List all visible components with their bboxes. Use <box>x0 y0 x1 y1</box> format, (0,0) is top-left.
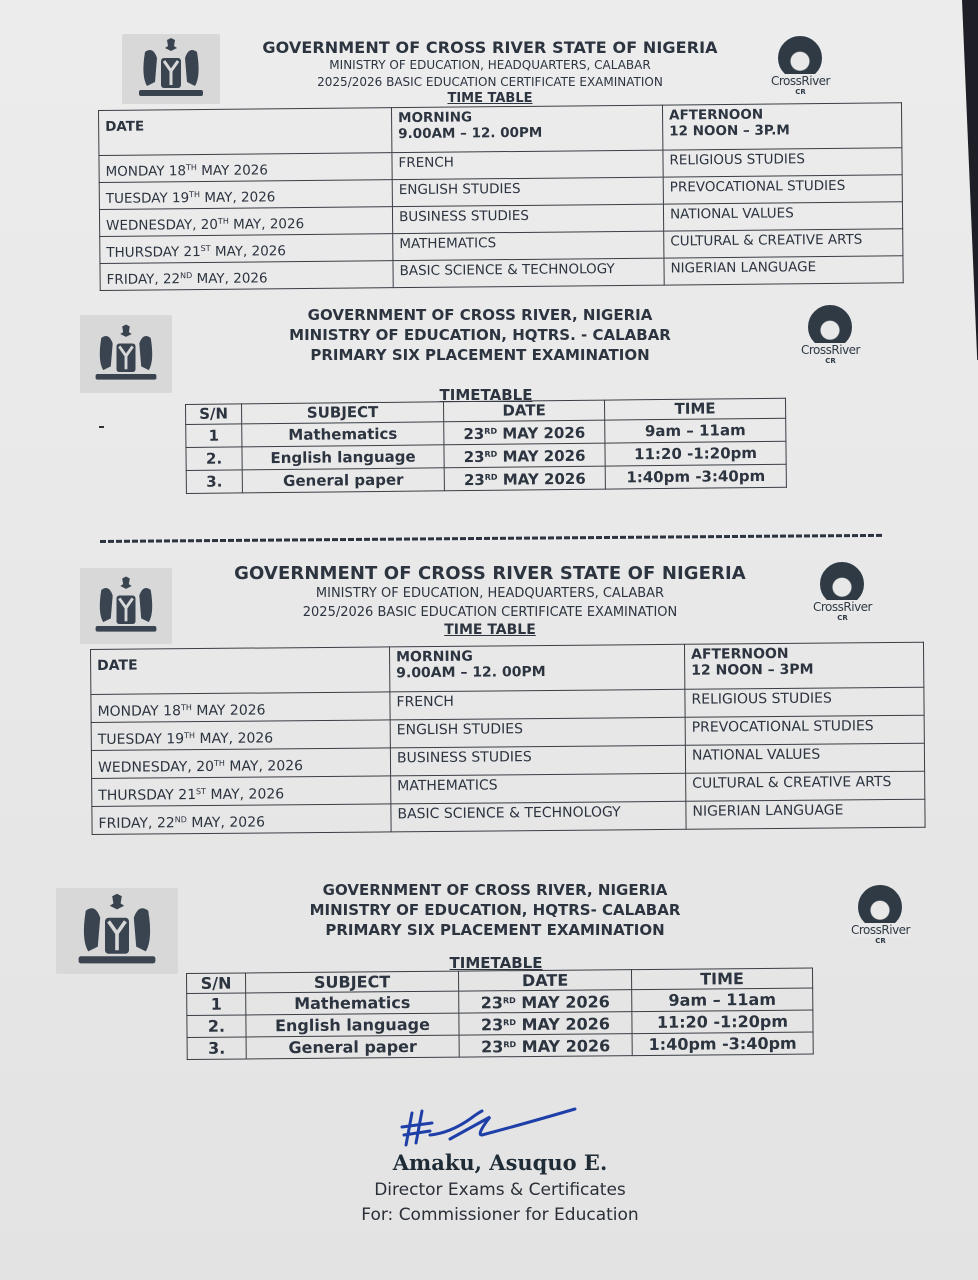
table-row: 3. General paper 23RD MAY 2026 1:40pm -3:40pm <box>187 1032 813 1059</box>
coat-of-arms-icon <box>80 315 172 393</box>
table-row: 2. English language 23RD MAY 2026 11:20 -1:20pm <box>187 1010 813 1037</box>
primary-six-header <box>255 880 735 940</box>
header-ministry: MINISTRY OF EDUCATION, HQTRS. - CALABAR <box>289 326 671 344</box>
cross-river-logo: CrossRiver CR <box>800 305 861 365</box>
morning-cell: ENGLISH STUDIES <box>392 177 663 207</box>
table-title: TIMETABLE <box>449 954 543 972</box>
table-row: 1 Mathematics 23RD MAY 2026 9am – 11am <box>186 418 786 447</box>
primary-six-header <box>240 305 720 365</box>
cross-river-logo: CrossRiver CR <box>812 562 873 622</box>
table-header-row <box>99 103 902 156</box>
stray-mark <box>99 426 104 428</box>
morning-cell: MATHEMATICS <box>393 231 664 261</box>
header-title: GOVERNMENT OF CROSS RIVER, NIGERIA <box>307 306 653 324</box>
signatory-on-behalf: For: Commissioner for Education <box>361 1205 639 1225</box>
bece-timetable-1 <box>98 102 904 291</box>
afternoon-cell: PREVOCATIONAL STUDIES <box>663 175 902 204</box>
table-row: FRIDAY, 22ND MAY, 2026 BASIC SCIENCE & TECHNOLOGY NIGERIAN LANGUAGE <box>92 799 925 834</box>
signatory-title: Director Exams & Certificates <box>374 1180 626 1200</box>
afternoon-cell: NIGERIAN LANGUAGE <box>664 256 903 285</box>
signature-icon <box>400 1105 580 1150</box>
table-title: TIMETABLE <box>439 386 533 404</box>
date-cell: TUESDAY 19TH MAY, 2026 <box>99 180 392 210</box>
table-row: 3. General paper 23RD MAY 2026 1:40pm -3:40pm <box>186 464 786 493</box>
header-title: GOVERNMENT OF CROSS RIVER STATE OF NIGERIA <box>262 38 718 57</box>
date-cell: THURSDAY 21ST MAY, 2026 <box>100 234 393 264</box>
cross-river-logo: CrossRiver CR <box>850 885 911 945</box>
bece-header <box>210 563 770 638</box>
header-exam: PRIMARY SIX PLACEMENT EXAMINATION <box>310 346 650 364</box>
primary-six-timetable-1 <box>185 398 787 494</box>
header-afternoon: AFTERNOON 12 NOON – 3P.M <box>662 103 901 150</box>
table-title: TIME TABLE <box>447 91 533 106</box>
header-ministry: MINISTRY OF EDUCATION, HEADQUARTERS, CALABAR <box>315 586 665 601</box>
table-row: WEDNESDAY, 20TH MAY, 2026 BUSINESS STUDIES NATIONAL VALUES <box>91 743 924 778</box>
signatory-name: Amaku, Asuquo E. <box>392 1150 608 1175</box>
morning-cell: BUSINESS STUDIES <box>392 204 663 234</box>
header-exam: 2025/2026 BASIC EDUCATION CERTIFICATE EXAMINATION <box>302 605 678 620</box>
bece-header <box>230 38 750 106</box>
date-cell: MONDAY 18TH MAY 2026 <box>99 153 392 183</box>
header-ministry: MINISTRY OF EDUCATION, HEADQUARTERS, CALABAR <box>329 58 651 72</box>
header-morning: MORNING 9.00AM – 12. 00PM <box>391 105 662 153</box>
table-row: TUESDAY 19TH MAY, 2026 ENGLISH STUDIES PREVOCATIONAL STUDIES <box>91 715 924 750</box>
table-row: MONDAY 18TH MAY 2026 FRENCH RELIGIOUS STUDIES <box>91 687 924 722</box>
morning-cell: FRENCH <box>392 150 663 180</box>
table-row: 1 Mathematics 23RD MAY 2026 9am – 11am <box>187 988 813 1015</box>
afternoon-cell: NATIONAL VALUES <box>663 202 902 231</box>
header-title: GOVERNMENT OF CROSS RIVER STATE OF NIGERIA <box>234 563 746 584</box>
date-cell: FRIDAY, 22ND MAY, 2026 <box>100 261 393 291</box>
header-date: DATE <box>99 108 392 156</box>
morning-cell: BASIC SCIENCE & TECHNOLOGY <box>393 258 664 288</box>
coat-of-arms-icon <box>56 888 178 974</box>
table-header-row: S/N SUBJECT DATE TIME <box>186 398 786 424</box>
coat-of-arms-icon <box>80 568 172 644</box>
afternoon-cell: RELIGIOUS STUDIES <box>663 148 902 177</box>
table-header-row: S/N SUBJECT DATE TIME <box>187 968 813 993</box>
header-exam: PRIMARY SIX PLACEMENT EXAMINATION <box>325 921 665 939</box>
date-cell: WEDNESDAY, 20TH MAY, 2026 <box>99 207 392 237</box>
header-exam: 2025/2026 BASIC EDUCATION CERTIFICATE EXAMINATION <box>317 75 663 89</box>
table-header-row: DATE MORNING 9.00AM – 12. 00PM AFTERNOON 12 NOON – 3PM <box>91 642 924 694</box>
afternoon-cell: CULTURAL & CREATIVE ARTS <box>664 229 903 258</box>
coat-of-arms-icon <box>122 34 220 104</box>
primary-six-timetable-2 <box>186 968 814 1060</box>
table-title: TIME TABLE <box>444 622 536 638</box>
cross-river-logo: CrossRiver CR <box>770 36 831 96</box>
table-row: THURSDAY 21ST MAY, 2026 MATHEMATICS CULTURAL & CREATIVE ARTS <box>92 771 925 806</box>
table-row: 2. English language 23RD MAY 2026 11:20 -1:20pm <box>186 441 786 470</box>
bece-timetable-2 <box>90 642 926 835</box>
header-ministry: MINISTRY OF EDUCATION, HQTRS- CALABAR <box>309 901 681 919</box>
header-title: GOVERNMENT OF CROSS RIVER, NIGERIA <box>322 881 668 899</box>
